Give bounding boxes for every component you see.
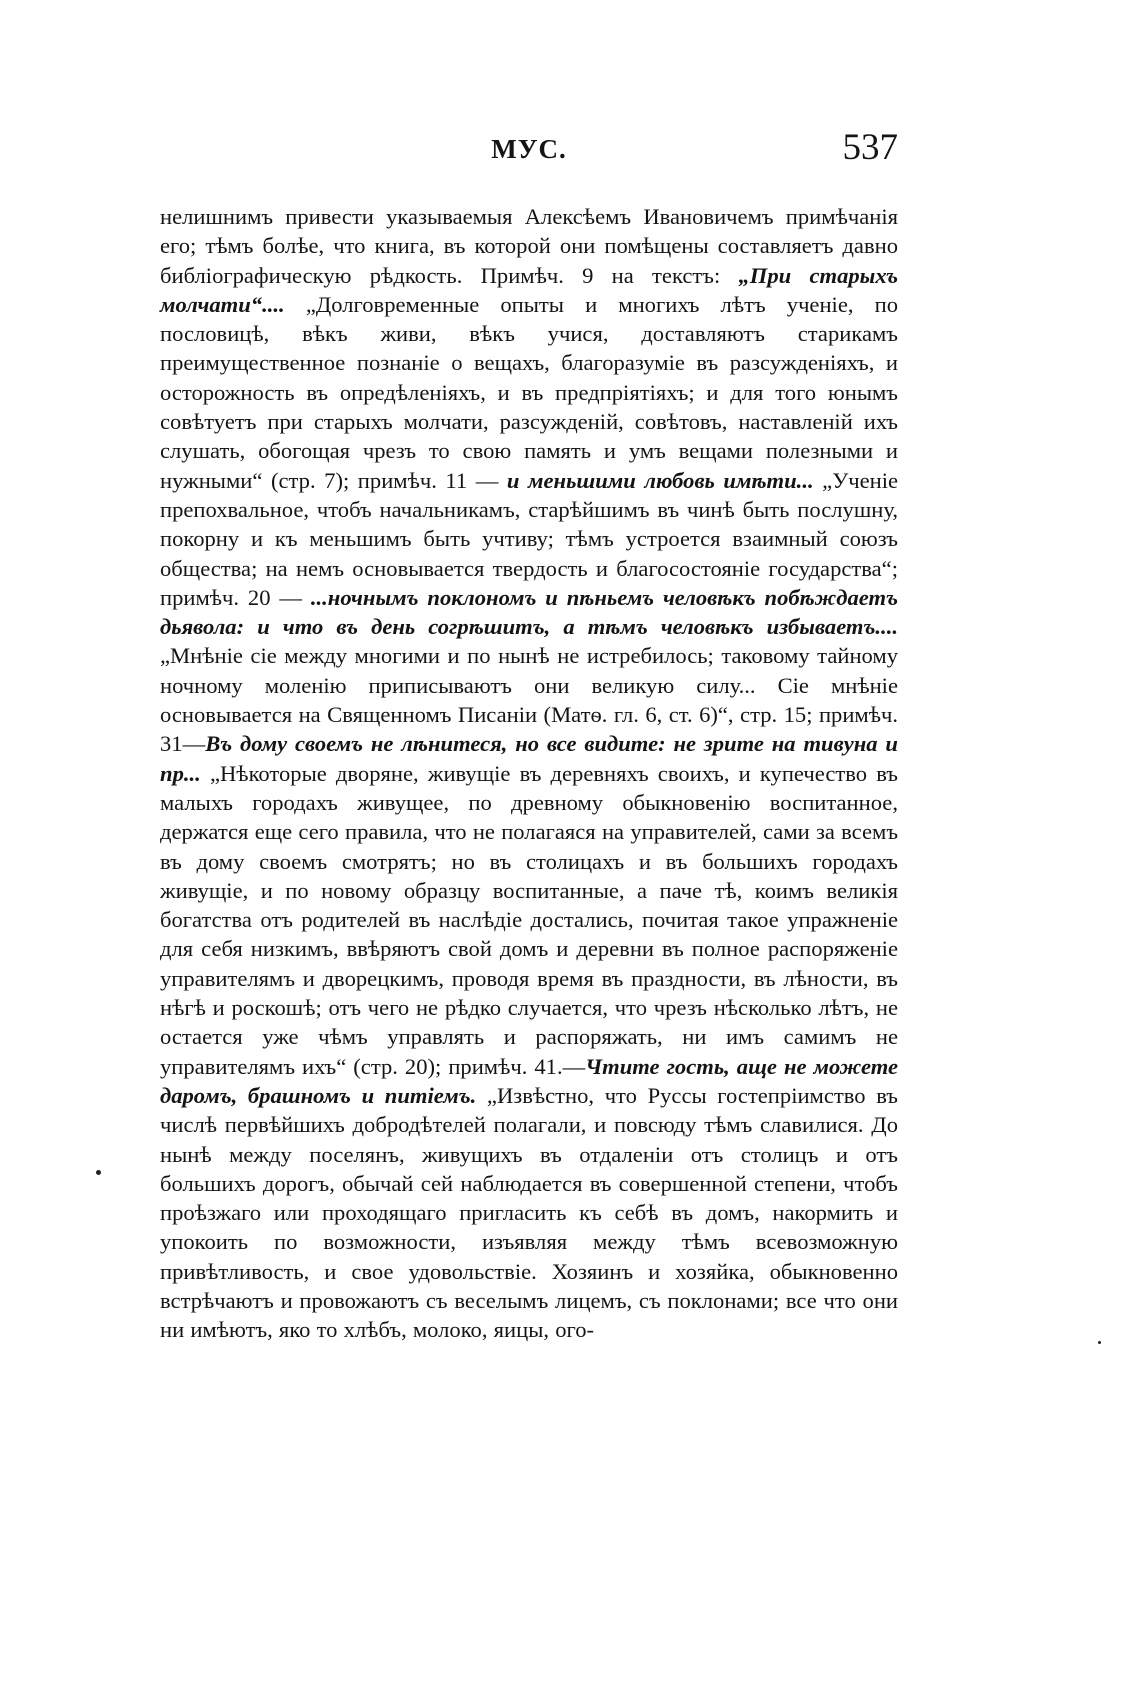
quoted-text-italic: и меньшими любовь имѣти... [506, 467, 814, 493]
text-segment: нелишнимъ привести указываемыя Алексѣемъ Ивановичемъ примѣчанія его; тѣмъ болѣе, что книга, въ которой они помѣщены составляетъ давно библіографическую рѣдкость. Примѣч. 9 на текстъ: [160, 204, 898, 288]
body-text [160, 202, 898, 1345]
text-segment: „Долговременные опыты и многихъ лѣтъ ученіе, по пословицѣ, вѣкъ живи, вѣкъ учися, доставляютъ старикамъ преимущественное познаніе о вещахъ, благоразуміе въ разсужденіяхъ, и осторожность въ опредѣленіяхъ, и въ предпріятіяхъ; и для того юнымъ совѣтуетъ при старыхъ молчати, разсужденій, совѣтовъ, наставленій ихъ слушать, обогощая чрезъ то свою память и умъ вещами полезными и нужными“ (стр. 7); примѣч. 11 — [160, 291, 898, 493]
quoted-text-italic: Въ дому своемъ не лѣнитеся, но все видите: не зрите на тивуна и пр... [160, 731, 898, 786]
running-head [160, 126, 898, 176]
quoted-text-italic: „При старыхъ молчати“.... [160, 262, 898, 317]
text-segment: „Нѣкоторые дворяне, живущіе въ деревняхъ своихъ, и купечество въ малыхъ городахъ живущее, по древному обыкновенію воспитанное, держатся еще сего правила, что не полагаяся на управителей, сами за всемъ въ дому своемъ смотрятъ; но въ столицахъ и въ большихъ городахъ живущіе, и по новому образцу воспитанные, а паче тѣ, коимъ великія богатства отъ родителей въ наслѣдіе достались, почитая такое упражненіе для себя низкимъ, ввѣряютъ свой домъ и деревни въ полное распоряженіе управителямъ и дворецкимъ, проводя время въ праздности, въ лѣности, въ нѣгѣ и роскошѣ; отъ чего не рѣдко случается, что чрезъ нѣсколько лѣтъ, не остается уже чѣмъ управлять и распоряжать, ни имъ самимъ не управителямъ ихъ“ (стр. 20); примѣч. 41.— [160, 760, 898, 1079]
text-segment: „Ученіе препохвальное, чтобъ начальникамъ, старѣйшимъ въ чинѣ быть послушну, покорну и къ меньшимъ быть учтиву; тѣмъ устроется взаимный союзъ общества; на немъ основывается твердость и благосостояніе государства“; примѣч. 20 — [160, 467, 898, 610]
paragraph [160, 202, 898, 1345]
text-segment: „Мнѣніе сіе между многими и по нынѣ не истребилось; таковому тайному ночному моленію приписываютъ они великую силу... Сіе мнѣніе основывается на Священномъ Писаніи (Матѳ. гл. 6, ст. 6)“, стр. 15; примѣч. 31— [160, 643, 898, 757]
quoted-text-italic: ...ночнымъ поклономъ и пѣньемъ человѣкъ побѣждаетъ дьявола: и что въ день согрѣшитъ, а тѣмъ человѣкъ избываетъ.... [160, 584, 898, 640]
text-segment: „Извѣстно, что Руссы гостепріимство въ числѣ первѣйшихъ добродѣтелей полагали, и повсюду тѣмъ славилися. До нынѣ между поселянъ, живущихъ въ отдаленіи отъ столицъ и отъ большихъ дорогъ, обычай сей наблюдается въ совершенной степени, чтобъ проѣзжаго или проходящаго пригласить къ себѣ въ домъ, накормить и упокоить по возможности, изъявляя между тѣмъ всевозможную привѣтливость, и свое удовольствіе. Хозяинъ и хозяйка, обыкновенно встрѣчаютъ и провожаютъ съ веселымъ лицемъ, съ поклонами; все что они ни имѣютъ, яко то хлѣбъ, молоко, яицы, ого- [160, 1082, 898, 1343]
quoted-text-italic: Чтите гость, аще не можете даромъ, брашномъ и питіемъ. [160, 1053, 898, 1108]
scan-speck [1098, 1341, 1101, 1344]
scan-speck [96, 1170, 101, 1175]
page-number: 537 [842, 127, 898, 168]
running-title: МУС. [491, 134, 567, 164]
